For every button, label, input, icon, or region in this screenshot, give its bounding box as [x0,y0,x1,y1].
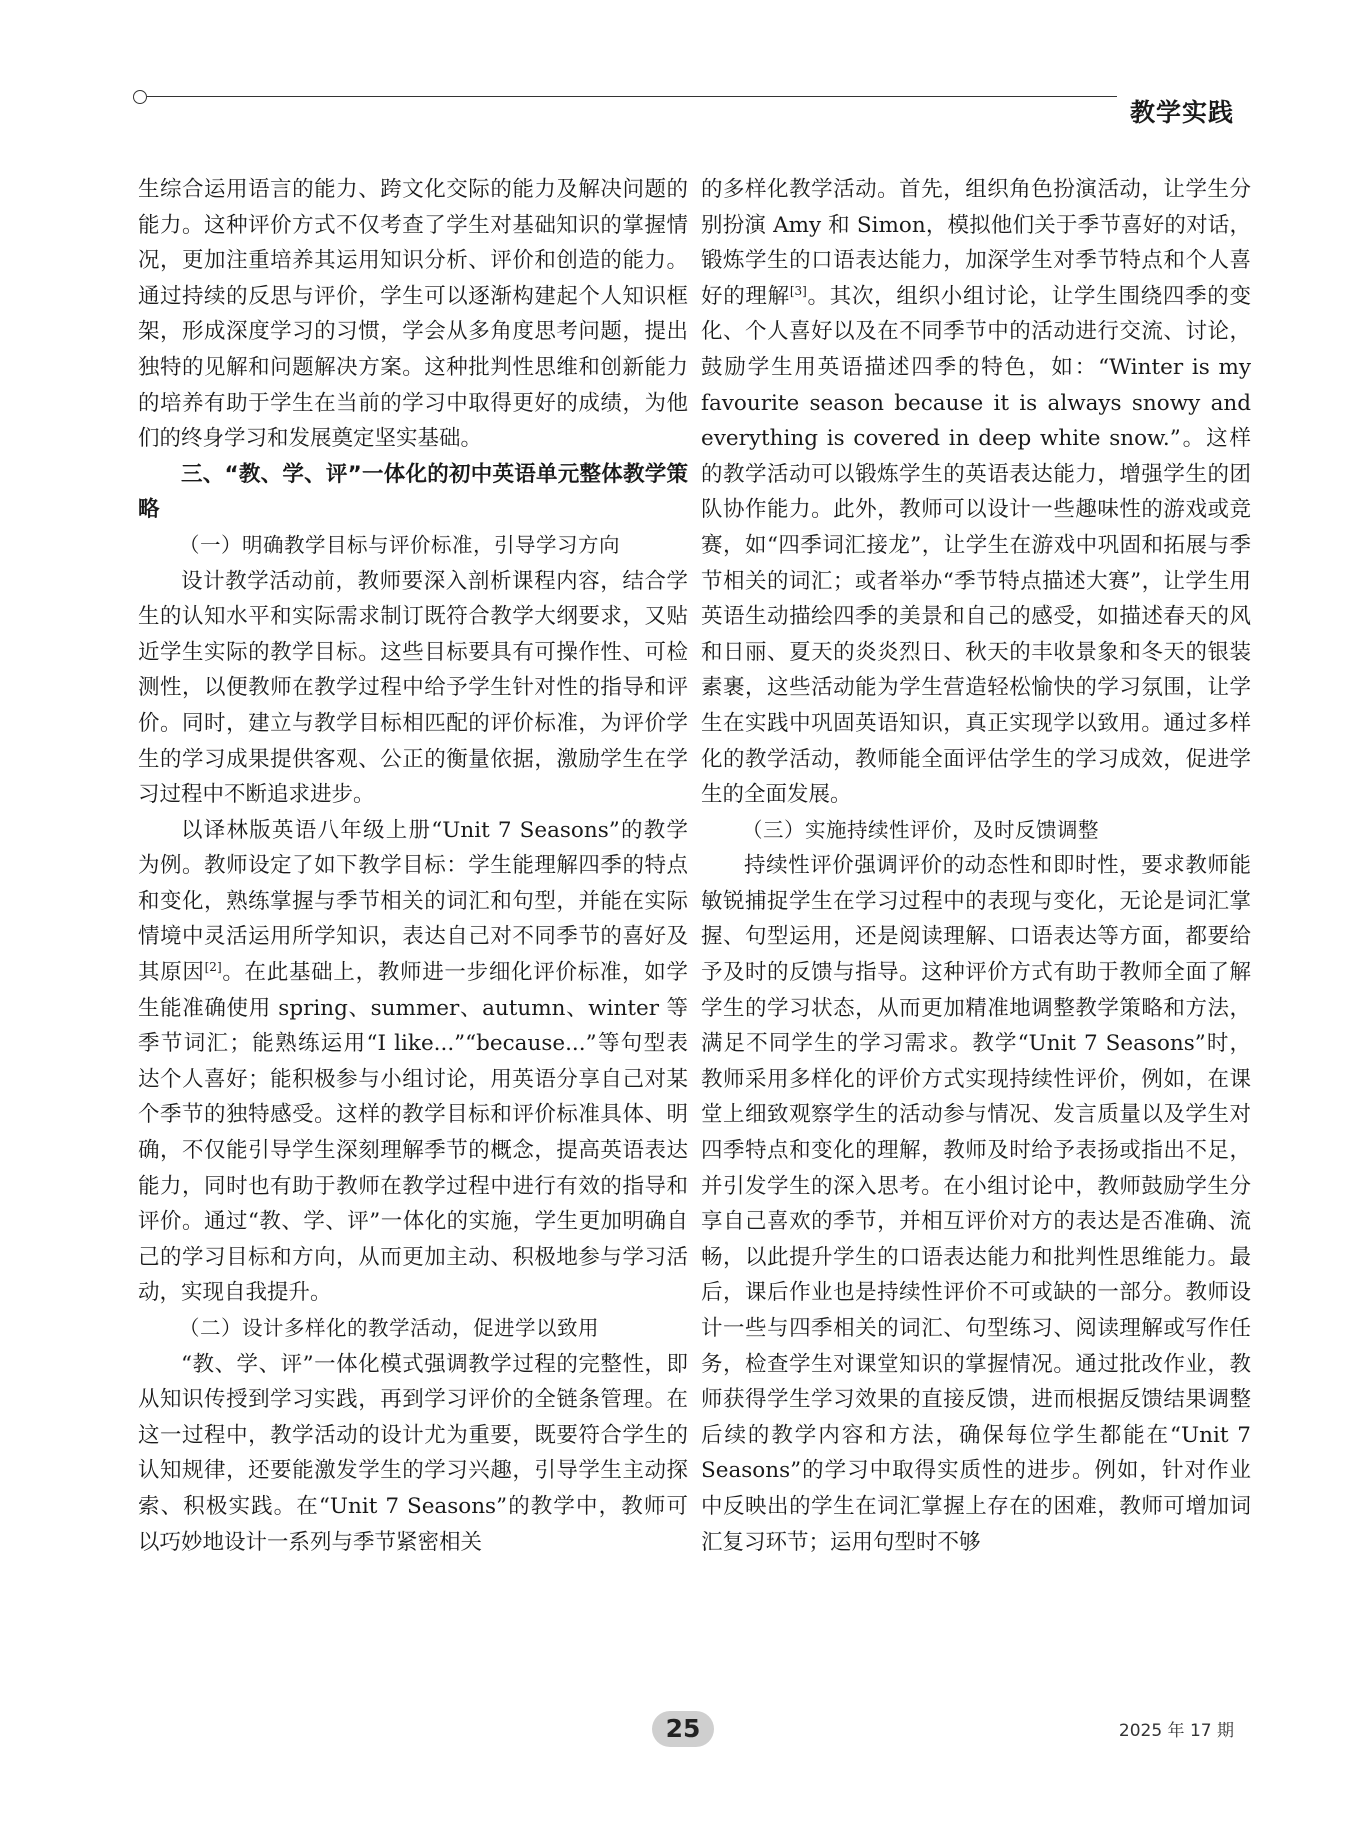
subsection-heading: （二）设计多样化的教学活动，促进学以致用 [179,1316,599,1340]
left-column [138,172,688,1670]
paragraph: “教、学、评”一体化模式强调教学过程的完整性，即从知识传授到学习实践，再到学习评价的全链条管理。在这一过程中，教学活动的设计尤为重要，既要符合学生的认知规律，还要能激发学生的学习兴趣，引导学生主动探索、积极实践。在“Unit 7 Seasons”的教学中，教师可以巧妙地设计一系列与季节紧密相关 [138,1351,688,1555]
header-rule [147,96,1117,97]
right-column [701,172,1251,1670]
header-circle-ornament [133,90,147,104]
section-title: 教学实践 [1129,98,1234,127]
paragraph-text: 。在此基础上，教师进一步细化评价标准，如学生能准确使用 spring、summer、autumn、winter 等季节词汇；能熟练运用“I like...”“because...”等句型表达个人喜好；能积极参与小组讨论，用英语分享自己对某个季节的独特感受。这样的教学目标和评价标准具体、明确，不仅能引导学生深刻理解季节的概念，提高英语表达能力，同时也有助于教师在教学过程中进行有效的指导和评价。通过“教、学、评”一体化的实施，学生更加明确自己的学习目标和方向，从而更加主动、积极地参与学习活动，实现自我提升。 [138,960,688,1306]
paragraph: 设计教学活动前，教师要深入剖析课程内容，结合学生的认知水平和实际需求制订既符合教学大纲要求，又贴近学生实际的教学目标。这些目标要具有可操作性、可检测性，以便教师在教学过程中给予学生针对性的指导和评价。同时，建立与教学目标相匹配的评价标准，为评价学生的学习成果提供客观、公正的衡量依据，激励学生在学习过程中不断追求进步。 [138,568,688,808]
section-heading: 三、“教、学、评”一体化的初中英语单元整体教学策略 [138,461,688,523]
paragraph-text: 。其次，组织小组讨论，让学生围绕四季的变化、个人喜好以及在不同季节中的活动进行交流、讨论，鼓励学生用英语描述四季的特色，如：“Winter is my favourite season because it is always snowy and everything is covered in deep white snow.”。这样的教学活动可以锻炼学生的英语表达能力，增强学生的团队协作能力。此外，教师可以设计一些趣味性的游戏或竞赛，如“四季词汇接龙”，让学生在游戏中巩固和拓展与季节相关的词汇；或者举办“季节特点描述大赛”，让学生用英语生动描绘四季的美景和自己的感受，如描述春天的风和日丽、夏天的炎炎烈日、秋天的丰收景象和冬天的银装素裹，这些活动能为学生营造轻松愉快的学习氛围，让学生在实践中巩固英语知识，真正实现学以致用。通过多样化的教学活动，教师能全面评估学生的学习成效，促进学生的全面发展。 [701,283,1251,808]
paragraph [138,813,688,1311]
paragraph [701,172,1251,813]
issue-label: 2025 年 17 期 [1118,1721,1234,1741]
paragraph-text: 的多样化教学活动。首先，组织角色扮演活动，让学生分别扮演 Amy 和 Simon，模拟他们关于季节喜好的对话，锻炼学生的口语表达能力，加深学生对季节特点和个人喜好的理解 [701,177,1251,309]
citation-ref: [2] [204,959,222,974]
citation-ref: [3] [789,283,807,298]
paragraph-text: 以译林版英语八年级上册“Unit 7 Seasons”的教学为例。教师设定了如下教学目标：学生能理解四季的特点和变化，熟练掌握与季节相关的词汇和句型，并能在实际情境中灵活运用所学知识，表达自己对不同季节的喜好及其原因 [138,817,688,986]
subsection-heading: （一）明确教学目标与评价标准，引导学习方向 [179,532,620,557]
paragraph: 持续性评价强调评价的动态性和即时性，要求教师能敏锐捕捉学生在学习过程中的表现与变化，无论是词汇掌握、句型运用，还是阅读理解、口语表达等方面，都要给予及时的反馈与指导。这种评价方式有助于教师全面了解学生的学习状态，从而更加精准地调整教学策略和方法，满足不同学生的学习需求。教学“Unit 7 Seasons”时，教师采用多样化的评价方式实现持续性评价，例如，在课堂上细致观察学生的活动参与情况、发言质量以及学生对四季特点和变化的理解，教师及时给予表扬或指出不足，并引发学生的深入思考。在小组讨论中，教师鼓励学生分享自己喜欢的季节，并相互评价对方的表达是否准确、流畅，以此提升学生的口语表达能力和批判性思维能力。最后，课后作业也是持续性评价不可或缺的一部分。教师设计一些与四季相关的词汇、句型练习、阅读理解或写作任务，检查学生对课堂知识的掌握情况。通过批改作业，教师获得学生学习效果的直接反馈，进而根据反馈结果调整后续的教学内容和方法，确保每位学生都能在“Unit 7 Seasons”的学习中取得实质性的进步。例如，针对作业中反映出的学生在词汇掌握上存在的困难，教师可增加词汇复习环节；运用句型时不够 [701,853,1251,1555]
paragraph: 生综合运用语言的能力、跨文化交际的能力及解决问题的能力。这种评价方式不仅考查了学生对基础知识的掌握情况，更加注重培养其运用知识分析、评价和创造的能力。通过持续的反思与评价，学生可以逐渐构建起个人知识框架，形成深度学习的习惯，学会从多角度思考问题，提出独特的见解和问题解决方案。这种批判性思维和创新能力的培养有助于学生在当前的学习中取得更好的成绩，为他们的终身学习和发展奠定坚实基础。 [138,177,688,452]
subsection-heading: （三）实施持续性评价，及时反馈调整 [742,817,1099,842]
page-number: 25 [652,1711,714,1747]
